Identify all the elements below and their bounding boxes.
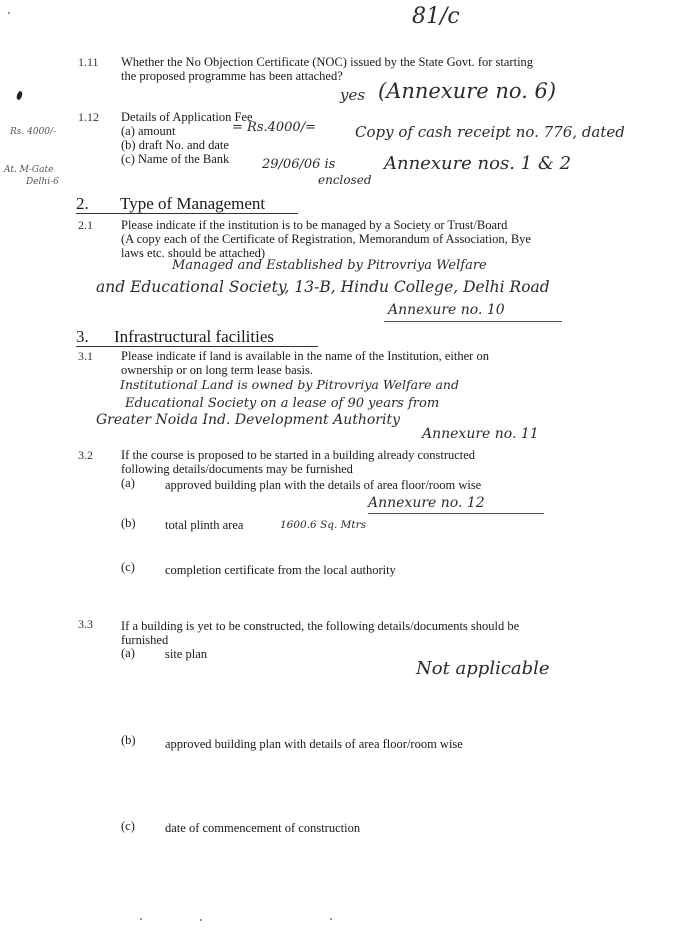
question-3-2-a-label: (a): [121, 476, 135, 490]
question-3-2-line1: If the course is proposed to be started in a building already constructed: [121, 448, 476, 462]
question-3-1-line1: Please indicate if land is available in the name of the Institution, either on: [121, 349, 489, 363]
ink-speck: [200, 919, 202, 921]
amount-handwritten: = Rs.4000/=: [232, 120, 316, 135]
question-2-1-line3: laws etc. should be attached): [121, 246, 266, 260]
plinth-area-handwritten: 1600.6 Sq. Mtrs: [280, 519, 367, 531]
question-3-3-a-text: site plan: [165, 647, 208, 661]
question-3-2-b-text: total plinth area: [165, 518, 244, 532]
question-3-2-b-label: (b): [121, 516, 136, 530]
question-3-1-line2: ownership or on long term lease basis.: [121, 363, 313, 377]
question-2-1-line1: Please indicate if the institution is to be managed by a Society or Trust/Board: [121, 218, 508, 232]
section-3-number: 3.: [76, 327, 89, 346]
receipt-handwritten: Copy of cash receipt no. 776, dated: [355, 123, 625, 141]
management-handwritten-1: Managed and Established by Pitrovriya Welfare: [172, 258, 487, 273]
question-3-2-c-text: completion certificate from the local authority: [165, 563, 396, 577]
question-3-3-b-label: (b): [121, 733, 136, 747]
question-3-3-a-label: (a): [121, 646, 135, 660]
ink-speck: [330, 918, 332, 920]
annexure-12-underline: [368, 513, 544, 514]
question-3-3-c-label: (c): [121, 819, 135, 833]
section-3-underline: [76, 346, 318, 347]
margin-note-amount: Rs. 4000/-: [10, 127, 57, 137]
ink-speck: [8, 12, 10, 14]
answer-annexure-6-handwritten: (Annexure no. 6): [378, 79, 557, 103]
ink-dot: [16, 90, 24, 100]
section-2-title: Type of Management: [120, 194, 266, 213]
question-3-3-line2: furnished: [121, 633, 169, 647]
not-applicable-handwritten: Not applicable: [416, 658, 550, 679]
question-number-1-11: 1.11: [78, 55, 99, 69]
question-2-1-line2: (A copy each of the Certificate of Registration, Memorandum of Association, Bye: [121, 232, 531, 246]
question-number-3-3: 3.3: [78, 617, 93, 631]
question-1-12-a: (a) amount: [121, 124, 176, 138]
margin-note-city: Delhi-6: [26, 177, 59, 187]
question-number-3-2: 3.2: [78, 448, 93, 462]
answer-yes-handwritten: yes: [340, 86, 366, 104]
annexure-10-handwritten: Annexure no. 10: [388, 302, 505, 318]
question-number-2-1: 2.1: [78, 218, 93, 232]
land-handwritten-2: Educational Society on a lease of 90 years from: [125, 396, 440, 411]
question-number-3-1: 3.1: [78, 349, 93, 363]
management-handwritten-2: and Educational Society, 13-B, Hindu College, Delhi Road: [96, 278, 550, 296]
land-handwritten-3: Greater Noida Ind. Development Authority: [96, 412, 401, 428]
question-3-3-line1: If a building is yet to be constructed, the following details/documents should be: [121, 619, 520, 633]
question-1-12-title: Details of Application Fee: [121, 110, 253, 124]
question-1-11-line1: Whether the No Objection Certificate (NOC) issued by the State Govt. for starting: [121, 55, 534, 69]
annexure-1-2-handwritten: Annexure nos. 1 & 2: [384, 153, 572, 174]
question-1-12-c: (c) Name of the Bank: [121, 152, 230, 166]
annexure-10-underline: [384, 321, 562, 322]
section-2-number: 2.: [76, 194, 89, 213]
question-number-1-12: 1.12: [78, 110, 99, 124]
question-3-2-c-label: (c): [121, 560, 135, 574]
question-3-3-b-text: approved building plan with details of area floor/room wise: [165, 737, 463, 751]
question-3-2-a-text: approved building plan with the details of area floor/room wise: [165, 478, 482, 492]
land-handwritten-1: Institutional Land is owned by Pitrovriya Welfare and: [120, 377, 459, 392]
enclosed-handwritten: enclosed: [318, 173, 372, 187]
annexure-11-handwritten: Annexure no. 11: [422, 426, 539, 442]
date-handwritten: 29/06/06 is: [262, 157, 336, 172]
page-number-handwritten: 81/c: [412, 4, 460, 29]
question-3-3-c-text: date of commencement of construction: [165, 821, 361, 835]
annexure-12-handwritten: Annexure no. 12: [368, 495, 485, 511]
ink-speck: [140, 918, 142, 920]
question-1-12-b: (b) draft No. and date: [121, 138, 229, 152]
margin-note-bank: At. M-Gate: [4, 165, 54, 175]
section-2-underline: [76, 213, 298, 214]
question-1-11-line2: the proposed programme has been attached?: [121, 69, 343, 83]
question-3-2-line2: following details/documents may be furnished: [121, 462, 353, 476]
section-3-title: Infrastructural facilities: [114, 327, 275, 346]
